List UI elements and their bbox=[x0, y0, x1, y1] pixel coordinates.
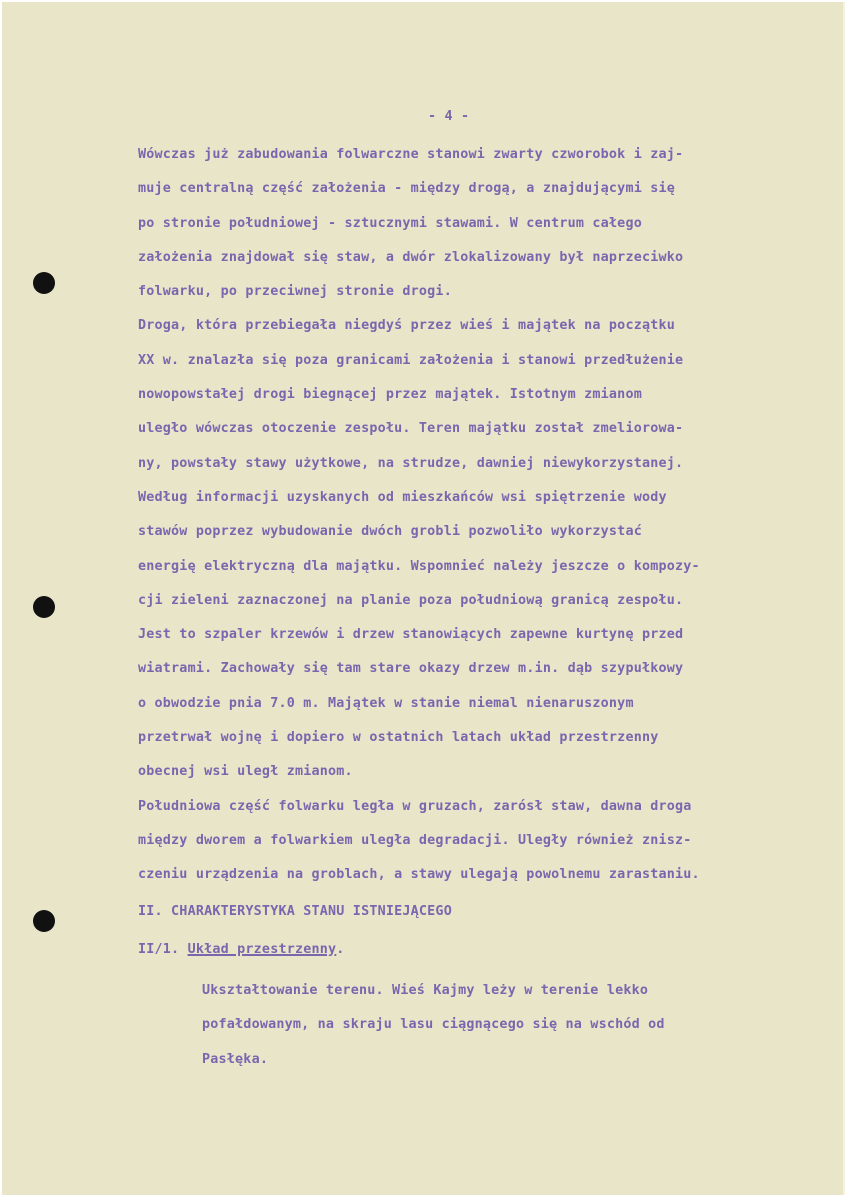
text-line: Południowa część folwarku legła w gruzach, zarósł staw, dawna droga bbox=[138, 798, 692, 814]
text-line: ny, powstały stawy użytkowe, na strudze, dawniej niewykorzystanej. bbox=[138, 455, 684, 471]
text-line: Według informacji uzyskanych od mieszkańców wsi spiętrzenie wody bbox=[138, 489, 667, 505]
subsection-heading bbox=[138, 942, 345, 957]
subsection-number: II/1. bbox=[138, 942, 180, 957]
subsection-title: Układ przestrzenny bbox=[187, 942, 337, 957]
subsection-text bbox=[202, 974, 665, 1077]
body-text bbox=[138, 138, 700, 893]
text-line: przetrwał wojnę i dopiero w ostatnich latach układ przestrzenny bbox=[138, 730, 659, 746]
section-heading: II. CHARAKTERYSTYKA STANU ISTNIEJĄCEGO bbox=[138, 904, 452, 919]
text-line: stawów poprzez wybudowanie dwóch grobli pozwoliło wykorzystać bbox=[138, 524, 642, 540]
text-line: założenia znajdował się staw, a dwór zlokalizowany był naprzeciwko bbox=[138, 249, 684, 265]
subsection-title-end: . bbox=[336, 942, 345, 957]
text-line: Jest to szpaler krzewów i drzew stanowiących zapewne kurtynę przed bbox=[138, 627, 684, 643]
document-page bbox=[2, 2, 845, 1195]
text-line: obecnej wsi uległ zmianom. bbox=[138, 764, 353, 780]
text-line: uległo wówczas otoczenie zespołu. Teren majątku został zmeliorowa- bbox=[138, 421, 684, 437]
text-line: Ukształtowanie terenu. Wieś Kajmy leży w terenie lekko bbox=[202, 983, 649, 998]
text-line: między dworem a folwarkiem uległa degradacji. Uległy również znisz- bbox=[138, 832, 692, 848]
text-line: po stronie południowej - sztucznymi stawami. W centrum całego bbox=[138, 215, 642, 231]
text-line: nowopowstałej drogi biegnącej przez majątek. Istotnym zmianom bbox=[138, 387, 642, 403]
punch-hole-top bbox=[33, 272, 55, 294]
text-line: XX w. znalazła się poza granicami założenia i stanowi przedłużenie bbox=[138, 352, 684, 368]
text-line: Wówczas już zabudowania folwarczne stanowi zwarty czworobok i zaj- bbox=[138, 147, 684, 162]
text-line: Droga, która przebiegała niegdyś przez wieś i majątek na początku bbox=[138, 318, 676, 334]
text-line: pofałdowanym, na skraju lasu ciągnącego się na wschód od bbox=[202, 1017, 665, 1033]
text-line: muje centralną część założenia - między drogą, a znajdującymi się bbox=[138, 181, 676, 197]
text-line: cji zieleni zaznaczonej na planie poza południową granicą zespołu. bbox=[138, 592, 684, 608]
text-line: Pasłęka. bbox=[202, 1051, 269, 1067]
punch-hole-bottom bbox=[33, 910, 55, 932]
punch-hole-middle bbox=[33, 596, 55, 618]
text-line: energię elektryczną dla majątku. Wspomnieć należy jeszcze o kompozy- bbox=[138, 558, 700, 574]
text-line: czeniu urządzenia na groblach, a stawy ulegają powolnemu zarastaniu. bbox=[138, 867, 700, 883]
text-line: o obwodzie pnia 7.0 m. Majątek w stanie niemal nienaruszonym bbox=[138, 695, 634, 711]
text-line: wiatrami. Zachowały się tam stare okazy drzew m.in. dąb szypułkowy bbox=[138, 661, 684, 677]
page-number: - 4 - bbox=[428, 109, 470, 124]
text-line: folwarku, po przeciwnej stronie drogi. bbox=[138, 284, 452, 300]
